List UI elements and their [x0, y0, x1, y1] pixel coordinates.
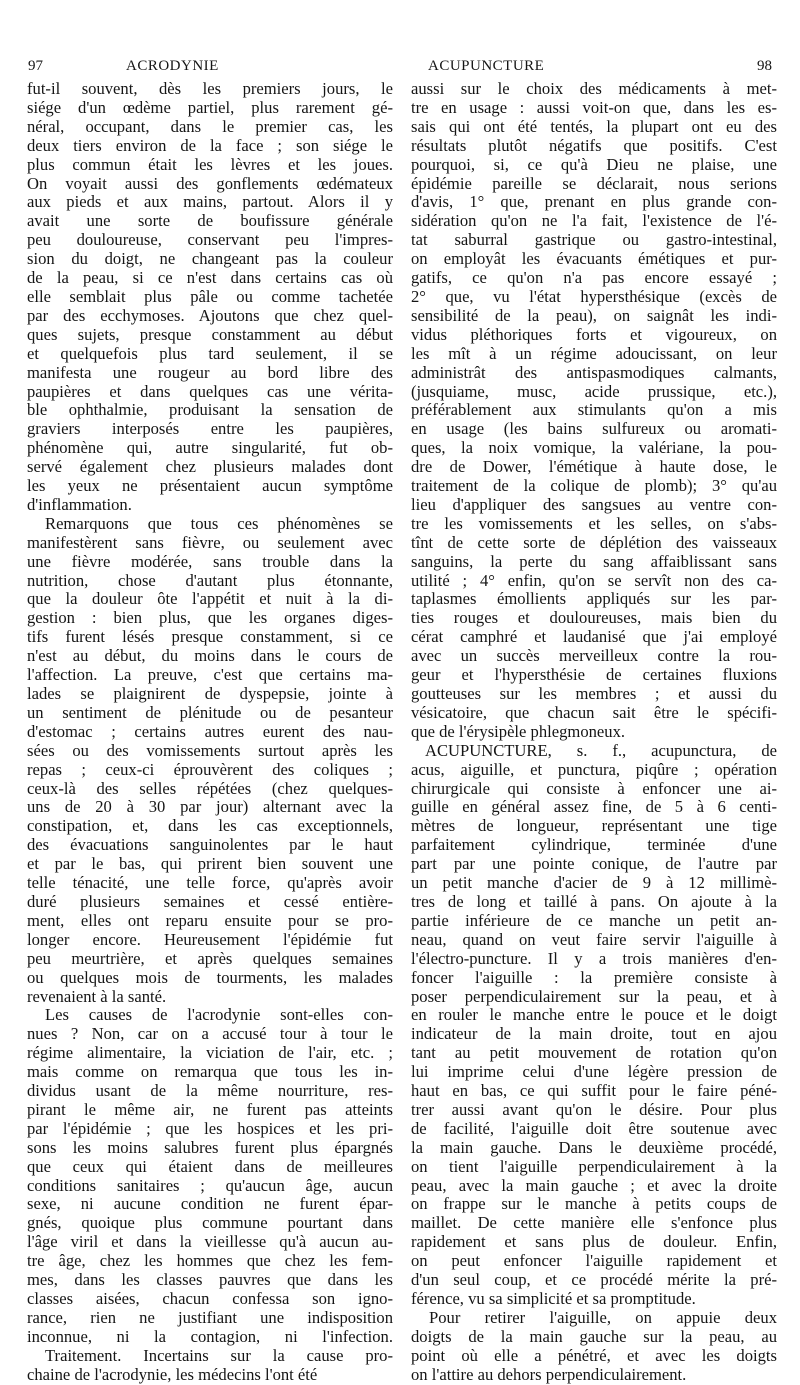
right-running-head: ACUPUNCTURE	[428, 58, 545, 74]
text-line: que ceux qui étaient dans de meilleures	[27, 1157, 393, 1176]
text-line: d'un seul coup, et ce procédé mérite la pré-	[411, 1271, 777, 1290]
text-line: neau, quand on veut faire servir l'aiguille à	[411, 930, 777, 949]
text-line: ties rouges et douloureuses, mais bien du	[411, 609, 777, 628]
text-line: tre les vomissements et les selles, on s'abs-	[411, 514, 777, 533]
text-line: épidémie pareille se déclarait, nous serions	[411, 174, 777, 193]
running-header	[28, 58, 772, 80]
text-line: Pour retirer l'aiguille, on appuie deux	[429, 1308, 777, 1327]
text-line: lieu d'appliquer des sangsues au ventre con-	[411, 495, 777, 514]
left-running-head: ACRODYNIE	[126, 58, 219, 74]
text-line: Traitement. Incertains sur la cause pro-	[45, 1346, 393, 1365]
text-line: vésicatoire, que chacun sait être le spécifi-	[411, 703, 777, 722]
left-page-number: 97	[28, 58, 43, 74]
text-line: vidus pléthoriques forts et vigoureux, on	[411, 325, 777, 344]
text-line: gestion : bien plus, que les organes diges-	[27, 609, 393, 628]
text-line: d'inflammation.	[27, 495, 132, 514]
text-line: haut en bas, ce qui suffit pour le faire péné-	[411, 1082, 777, 1101]
text-line: de la peau, si ce n'est dans certains cas où	[27, 269, 393, 288]
text-line: par des ecchymoses. Ajoutons que chez quel-	[27, 306, 393, 325]
right-column	[411, 80, 777, 1385]
text-line: avec un succès merveilleux contre la rou-	[411, 647, 777, 666]
text-line: ou quelques mois de tourments, les malades	[27, 968, 393, 987]
text-line: tant au petit mouvement de rotation qu'on	[411, 1044, 777, 1063]
text-line: tînt de cette sorte de déplétion des vaisseaux	[411, 533, 777, 552]
text-line: tat saburral gastrique ou gastro-intestinal,	[411, 231, 777, 250]
text-line: traitement de la colique de plomb); 3° qu'au	[411, 477, 777, 496]
text-line: deux tiers environ de la face ; son siége le	[27, 136, 393, 155]
text-line: l'affection. La preuve, c'est que certains ma-	[27, 666, 393, 685]
text-line: on employât les évacuants émétiques et pur-	[411, 250, 777, 269]
text-line: 2° que, vu l'état hypersthésique (excès de	[411, 287, 777, 306]
text-line: l'électro-puncture. Il y a trois manières d'en-	[411, 949, 777, 968]
right-page-number: 98	[757, 58, 772, 74]
text-line: on peut enfoncer l'aiguille rapidement et	[411, 1252, 777, 1271]
text-line: constipation, et, dans les cas exceptionnels,	[27, 817, 393, 836]
text-line: sion du doigt, ne changeant pas la couleur	[27, 250, 393, 269]
text-line: administrât des antispasmodiques calmants,	[411, 363, 777, 382]
text-line: sanguins, la perte du sang affaiblissant sans	[411, 552, 777, 571]
text-line: doigts de la main gauche sur la peau, au	[411, 1327, 777, 1346]
text-line: dividus usant de la même nourriture, res-	[27, 1082, 393, 1101]
text-line: rance, rien ne justifiant une indisposition	[27, 1308, 393, 1327]
text-line: et quelquefois plus tard seulement, il se	[27, 344, 393, 363]
text-line: sons les moins salubres furent plus épargnés	[27, 1138, 393, 1157]
text-line: d'avis, 1° que, prenant en plus grande con-	[411, 193, 777, 212]
text-line: goutteuses sur les membres ; et aussi du	[411, 685, 777, 703]
text-line: les yeux ne présentaient aucun symptôme	[27, 477, 393, 496]
text-line: elle semblait plus pâle ou comme tachetée	[27, 287, 393, 306]
text-line: ques, la noix vomique, la valériane, la pou-	[411, 439, 777, 458]
text-line: ble ophthalmie, produisant la sensation de	[27, 401, 393, 420]
text-line: servé également chez plusieurs malades dont	[27, 458, 393, 477]
text-line: une fièvre modérée, sans trouble dans la	[27, 552, 393, 571]
text-line: que la douleur ôte l'appétit et nuit à la di-	[27, 590, 393, 609]
text-line: sais qui ont été tentés, la plupart ont eu des	[411, 117, 777, 136]
text-line: fut-il souvent, dès les premiers jours, le	[27, 80, 393, 98]
text-line: on frappe sur le manche à petits coups de	[411, 1195, 777, 1214]
text-line: On voyait aussi des gonflements œdémateux	[27, 174, 393, 193]
text-line: (jusquiame, musc, acide prussique, etc.),	[411, 382, 777, 401]
text-line: tre en usage : aussi voit-on que, dans les es-	[411, 98, 777, 117]
text-line: Remarquons que tous ces phénomènes se	[45, 514, 393, 533]
text-line: Les causes de l'acrodynie sont-elles con-	[45, 1006, 393, 1025]
text-line: tifs furent lésés presque constamment, si ce	[27, 628, 393, 647]
text-line: manifestèrent sans fièvre, ou seulement avec	[27, 533, 393, 552]
text-line: rapidement et sans plus de douleur. Enfin,	[411, 1233, 777, 1252]
text-line: point où elle a pénétré, et avec les doigts	[411, 1346, 777, 1365]
text-line: trer aussi avant qu'on le désire. Pour plus	[411, 1100, 777, 1119]
text-line: d'estomac ; certains autres eurent des nau-	[27, 722, 393, 741]
text-line: inconnue, ni la contagion, ni l'infection.	[27, 1327, 393, 1346]
text-line: repas ; ceux-ci éprouvèrent des coliques ;	[27, 760, 393, 779]
text-line: préférablement aux stimulants qu'on a mis	[411, 401, 777, 420]
text-line: pourquoi, si, ce qu'à Dieu ne plaise, une	[411, 155, 777, 174]
text-line: résultats plutôt négatifs que positifs. C'est	[411, 136, 777, 155]
text-line: que de l'érysipèle phlegmoneux.	[411, 722, 626, 741]
text-line: férence, vu sa simplicité et sa promptitude.	[411, 1290, 696, 1308]
entry-headword-line: ACUPUNCTURE, s. f., acupunctura, de	[425, 741, 777, 760]
text-line: un petit manche d'acier de 9 à 12 millimè-	[411, 874, 777, 893]
text-line: l'âge viril et dans la vieillesse qu'à aucun au-	[27, 1233, 393, 1252]
text-line: conditions sanitaires ; qu'aucun âge, aucun	[27, 1176, 393, 1195]
text-line: chaine de l'acrodynie, les médecins l'ont été	[27, 1365, 318, 1384]
text-line: guille en général assez fine, de 5 à 6 centi-	[411, 798, 777, 817]
text-line: de facilité, l'aiguille doit être soutenue avec	[411, 1119, 777, 1138]
text-line: gnés, quoique plus commune pourtant dans	[27, 1214, 393, 1233]
text-line: phénomène qui, autre singularité, fut ob-	[27, 439, 393, 458]
text-line: graviers interposés entre les paupières,	[27, 420, 393, 439]
text-line: acus, aiguille, et punctura, piqûre ; opération	[411, 760, 777, 779]
text-line: tres de long et taillé à pans. On ajoute à la	[411, 892, 777, 911]
text-line: utilité ; 4° enfin, qu'on se servît non des ca-	[411, 571, 777, 590]
text-line: gatifs, ce qu'on n'a pas encore essayé ;	[411, 269, 777, 288]
text-line: poser perpendiculairement sur la peau, et à	[411, 987, 777, 1006]
text-line: sidération qu'on ne l'a fait, l'existence de l'é-	[411, 212, 777, 231]
text-line: parfaitement cylindrique, terminée d'une	[411, 836, 777, 855]
text-line: on tient l'aiguille perpendiculairement à la	[411, 1157, 777, 1176]
text-line: ment, elles ont reparu ensuite pour se pro-	[27, 911, 393, 930]
text-line: chirurgicale qui consiste à enfoncer une ai-	[411, 779, 777, 798]
text-line: ques sujets, presque constamment au début	[27, 325, 393, 344]
text-line: classes aisées, chacun confessa son igno-	[27, 1290, 393, 1308]
text-line: dre de Dower, l'émétique à haute dose, le	[411, 458, 777, 477]
text-line: cérat camphré et laudanisé que j'ai employé	[411, 628, 777, 647]
text-line: la main gauche. Dans le deuxième procédé,	[411, 1138, 777, 1157]
text-line: partie inférieure de ce manche un petit an-	[411, 911, 777, 930]
text-line: peau, avec la main gauche ; et avec la droite	[411, 1176, 777, 1195]
text-line: mais comme on remarqua que tous les in-	[27, 1063, 393, 1082]
text-line: régime alimentaire, la viciation de l'air, etc. ;	[27, 1044, 393, 1063]
text-line: mes, dans les classes pauvres que dans les	[27, 1271, 393, 1290]
text-line: néral, occupant, dans le premier cas, les	[27, 117, 393, 136]
text-line: manifesta une rougeur au bord libre des	[27, 363, 393, 382]
text-line: peu meurtrière, et après quelques semaines	[27, 949, 393, 968]
text-line: geur et l'hypersthésie de certaines fluxions	[411, 666, 777, 685]
text-line: nues ? Non, car on a accusé tour à tour le	[27, 1025, 393, 1044]
text-line: maillet. De cette manière elle s'enfonce plus	[411, 1214, 777, 1233]
text-line: nutrition, chose d'autant plus étonnante,	[27, 571, 393, 590]
text-line: longer encore. Heureusement l'épidémie fut	[27, 930, 393, 949]
text-line: part par une pointe conique, de l'autre par	[411, 855, 777, 874]
text-line: siége d'un œdème partiel, plus rarement gé-	[27, 98, 393, 117]
text-line: un sentiment de plénitude ou de pesanteur	[27, 703, 393, 722]
text-line: aux pieds et aux mains, partout. Alors il y	[27, 193, 393, 212]
text-line: paupières et dans quelques cas une vérita-	[27, 382, 393, 401]
text-line: peu douloureuse, conservant peu l'impres-	[27, 231, 393, 250]
text-line: n'est au début, du moins dans le cours de	[27, 647, 393, 666]
text-line: duré plusieurs semaines et cessé entière-	[27, 892, 393, 911]
text-line: foncer l'aiguille : la première consiste à	[411, 968, 777, 987]
text-line: par l'épidémie ; que les hospices et les pri-	[27, 1119, 393, 1138]
text-line: pirant le même air, ne furent pas atteints	[27, 1100, 393, 1119]
text-line: en rouler le manche entre le pouce et le doigt	[411, 1006, 777, 1025]
text-line: ceux-là des selles répétées (chez quelques-	[27, 779, 393, 798]
text-line: revenaient à la santé.	[27, 987, 167, 1006]
text-line: lades se plaignirent de dyspepsie, jointe à	[27, 685, 393, 703]
text-line: aussi sur le choix des médicaments à met-	[411, 80, 777, 98]
left-column	[27, 80, 393, 1385]
text-line: uns de 20 à 30 par jour) alternant avec la	[27, 798, 393, 817]
text-line: sées ou des vomissements surtout après les	[27, 741, 393, 760]
text-line: plus commun était les lèvres et les joues.	[27, 155, 393, 174]
text-line: telle ténacité, une telle force, qu'après avoir	[27, 874, 393, 893]
text-line: taplasmes émollients appliqués sur les par-	[411, 590, 777, 609]
text-line: en usage (les bains sulfureux ou aromati-	[411, 420, 777, 439]
text-line: tre âge, chez les hommes que chez les fem-	[27, 1252, 393, 1271]
text-line: des évacuations sanguinolentes par le haut	[27, 836, 393, 855]
text-line: et par le bas, qui prirent bien souvent une	[27, 855, 393, 874]
text-line: indicateur de la main droite, tout en ajou	[411, 1025, 777, 1044]
text-line: lui imprime celui d'une légère pression de	[411, 1063, 777, 1082]
text-line: mètres de longueur, représentant une tige	[411, 817, 777, 836]
text-line: les mît à un régime adoucissant, on leur	[411, 344, 777, 363]
text-line: sensibilité de la peau), on saignât les indi-	[411, 306, 777, 325]
text-line: avait une sorte de boufissure générale	[27, 212, 393, 231]
text-line: on l'attire au dehors perpendiculairement.	[411, 1365, 687, 1384]
text-line: sexe, ni aucune condition ne furent épar-	[27, 1195, 393, 1214]
